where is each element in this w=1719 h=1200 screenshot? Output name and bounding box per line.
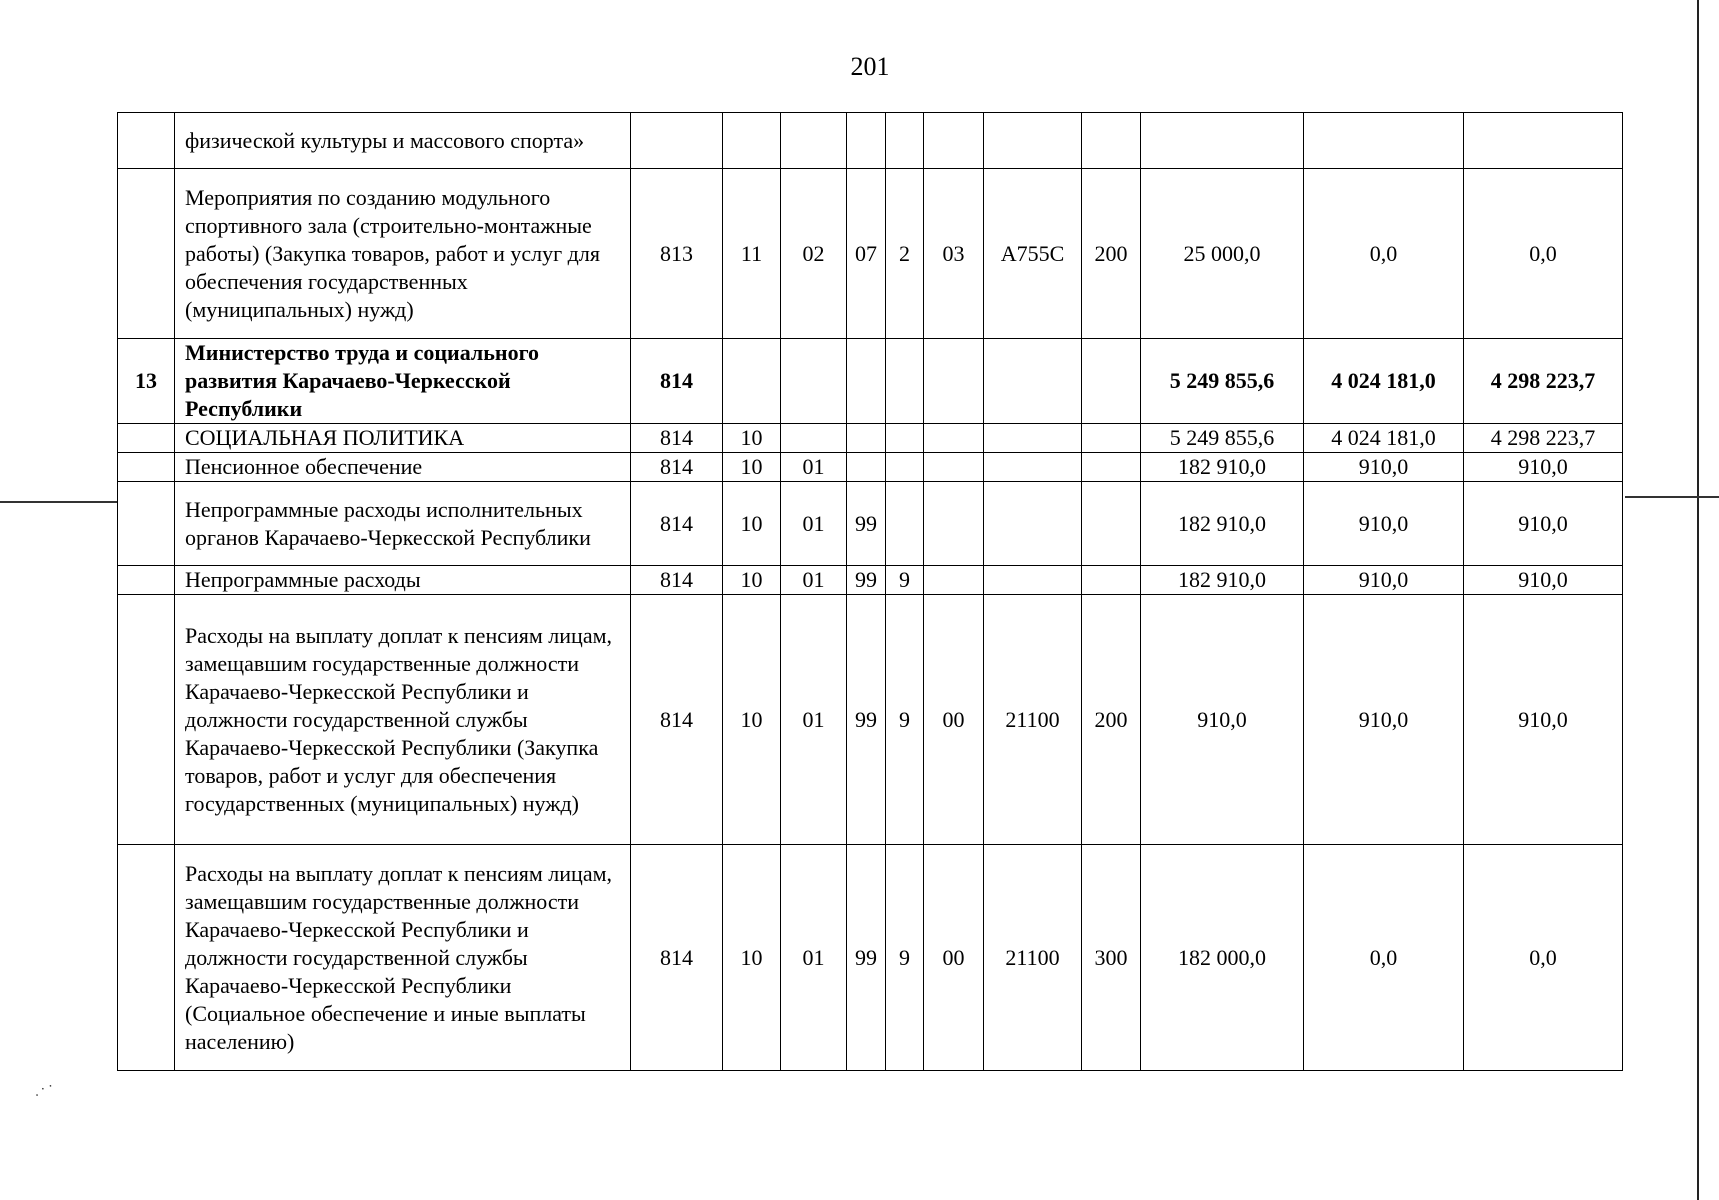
code-cell-10: 910,0 (1464, 482, 1623, 566)
code-cell-7 (1082, 482, 1141, 566)
row-name-cell: Расходы на выплату доплат к пенсиям лицам, замещавшим государственные должности Карачаево-Черкесской Республики и должности государственной службы Карачаево-Черкесской Республики (Закупка товаров, работ и услуг для обеспечения государственных (муниципальных) нужд) (175, 595, 631, 845)
code-cell-3: 07 (847, 169, 886, 339)
code-cell-9: 910,0 (1304, 566, 1464, 595)
scan-artifact-vertical-line (1697, 0, 1699, 1200)
code-cell-8: 25 000,0 (1141, 169, 1304, 339)
code-cell-5 (924, 424, 984, 453)
code-cell-9: 910,0 (1304, 482, 1464, 566)
code-cell-7: 300 (1082, 845, 1141, 1071)
row-number-cell (118, 169, 175, 339)
code-cell-0: 813 (631, 169, 723, 339)
scan-artifact-dots: . · · (31, 1079, 56, 1100)
code-cell-0: 814 (631, 845, 723, 1071)
code-cell-6 (984, 113, 1082, 169)
code-cell-10: 910,0 (1464, 595, 1623, 845)
code-cell-6 (984, 566, 1082, 595)
code-cell-4 (886, 424, 924, 453)
code-cell-10: 4 298 223,7 (1464, 339, 1623, 424)
code-cell-0: 814 (631, 424, 723, 453)
page-number: 201 (850, 52, 890, 81)
scan-artifact-horizontal-line-right (1625, 496, 1719, 498)
code-cell-9: 910,0 (1304, 595, 1464, 845)
code-cell-2: 01 (781, 453, 847, 482)
row-name-cell: Расходы на выплату доплат к пенсиям лицам, замещавшим государственные должности Карачаево-Черкесской Республики и должности государственной службы Карачаево-Черкесской Республики (Социальное обеспечение и иные выплаты населению) (175, 845, 631, 1071)
table-row (118, 339, 1623, 424)
table-row (118, 424, 1623, 453)
code-cell-9: 0,0 (1304, 169, 1464, 339)
scan-artifact-horizontal-line-left (0, 501, 118, 503)
code-cell-7 (1082, 113, 1141, 169)
code-cell-8: 5 249 855,6 (1141, 424, 1304, 453)
code-cell-1 (723, 113, 781, 169)
code-cell-9: 4 024 181,0 (1304, 424, 1464, 453)
code-cell-2: 01 (781, 566, 847, 595)
code-cell-0: 814 (631, 453, 723, 482)
code-cell-0 (631, 113, 723, 169)
code-cell-9: 4 024 181,0 (1304, 339, 1464, 424)
code-cell-1: 10 (723, 424, 781, 453)
code-cell-8 (1141, 113, 1304, 169)
code-cell-3: 99 (847, 595, 886, 845)
code-cell-3: 99 (847, 566, 886, 595)
code-cell-4: 9 (886, 566, 924, 595)
code-cell-10: 910,0 (1464, 566, 1623, 595)
code-cell-1: 10 (723, 482, 781, 566)
row-number-cell (118, 453, 175, 482)
row-number-cell (118, 482, 175, 566)
code-cell-0: 814 (631, 482, 723, 566)
row-number-cell: 13 (118, 339, 175, 424)
code-cell-8: 182 910,0 (1141, 482, 1304, 566)
row-name-cell: Мероприятия по созданию модульного спортивного зала (строительно-монтажные работы) (Закупка товаров, работ и услуг для обеспечения государственных (муниципальных) нужд) (175, 169, 631, 339)
code-cell-5 (924, 453, 984, 482)
code-cell-8: 182 910,0 (1141, 453, 1304, 482)
code-cell-10: 4 298 223,7 (1464, 424, 1623, 453)
code-cell-10: 0,0 (1464, 169, 1623, 339)
code-cell-6 (984, 424, 1082, 453)
table-row (118, 845, 1623, 1071)
code-cell-0: 814 (631, 339, 723, 424)
row-number-cell (118, 113, 175, 169)
code-cell-7 (1082, 339, 1141, 424)
code-cell-3 (847, 339, 886, 424)
code-cell-9: 910,0 (1304, 453, 1464, 482)
table-row (118, 113, 1623, 169)
table-row (118, 169, 1623, 339)
row-name-cell: Непрограммные расходы исполнительных органов Карачаево-Черкесской Республики (175, 482, 631, 566)
code-cell-1: 10 (723, 566, 781, 595)
code-cell-5: 00 (924, 595, 984, 845)
row-name-cell: Пенсионное обеспечение (175, 453, 631, 482)
code-cell-3: 99 (847, 482, 886, 566)
code-cell-4 (886, 482, 924, 566)
code-cell-1: 10 (723, 595, 781, 845)
code-cell-7: 200 (1082, 169, 1141, 339)
code-cell-8: 182 910,0 (1141, 566, 1304, 595)
code-cell-5 (924, 339, 984, 424)
code-cell-5 (924, 482, 984, 566)
code-cell-4: 9 (886, 595, 924, 845)
code-cell-6: 21100 (984, 595, 1082, 845)
code-cell-4 (886, 113, 924, 169)
table-body (118, 113, 1623, 1071)
code-cell-5 (924, 566, 984, 595)
code-cell-2 (781, 424, 847, 453)
code-cell-4 (886, 453, 924, 482)
table-row (118, 453, 1623, 482)
code-cell-0: 814 (631, 595, 723, 845)
row-name-cell: Непрограммные расходы (175, 566, 631, 595)
code-cell-7: 200 (1082, 595, 1141, 845)
code-cell-3 (847, 424, 886, 453)
code-cell-8: 910,0 (1141, 595, 1304, 845)
code-cell-3: 99 (847, 845, 886, 1071)
code-cell-6: А755С (984, 169, 1082, 339)
code-cell-7 (1082, 453, 1141, 482)
code-cell-10 (1464, 113, 1623, 169)
code-cell-4 (886, 339, 924, 424)
code-cell-2 (781, 339, 847, 424)
code-cell-2: 01 (781, 482, 847, 566)
code-cell-1: 11 (723, 169, 781, 339)
code-cell-10: 910,0 (1464, 453, 1623, 482)
code-cell-5: 03 (924, 169, 984, 339)
code-cell-3 (847, 453, 886, 482)
code-cell-6 (984, 482, 1082, 566)
code-cell-9 (1304, 113, 1464, 169)
table-row (118, 482, 1623, 566)
row-name-cell: физической культуры и массового спорта» (175, 113, 631, 169)
code-cell-1: 10 (723, 845, 781, 1071)
code-cell-1 (723, 339, 781, 424)
code-cell-2 (781, 113, 847, 169)
code-cell-8: 5 249 855,6 (1141, 339, 1304, 424)
table-row (118, 566, 1623, 595)
code-cell-6 (984, 339, 1082, 424)
code-cell-5: 00 (924, 845, 984, 1071)
code-cell-2: 01 (781, 845, 847, 1071)
code-cell-3 (847, 113, 886, 169)
code-cell-6: 21100 (984, 845, 1082, 1071)
table-row (118, 595, 1623, 845)
row-name-cell: Министерство труда и социального развития Карачаево-Черкесской Республики (175, 339, 631, 424)
code-cell-8: 182 000,0 (1141, 845, 1304, 1071)
code-cell-9: 0,0 (1304, 845, 1464, 1071)
row-number-cell (118, 845, 175, 1071)
row-number-cell (118, 424, 175, 453)
code-cell-0: 814 (631, 566, 723, 595)
code-cell-10: 0,0 (1464, 845, 1623, 1071)
code-cell-4: 2 (886, 169, 924, 339)
code-cell-6 (984, 453, 1082, 482)
code-cell-4: 9 (886, 845, 924, 1071)
code-cell-5 (924, 113, 984, 169)
code-cell-2: 01 (781, 595, 847, 845)
code-cell-1: 10 (723, 453, 781, 482)
row-number-cell (118, 566, 175, 595)
code-cell-7 (1082, 424, 1141, 453)
row-number-cell (118, 595, 175, 845)
row-name-cell: СОЦИАЛЬНАЯ ПОЛИТИКА (175, 424, 631, 453)
code-cell-2: 02 (781, 169, 847, 339)
budget-table (117, 112, 1623, 1071)
code-cell-7 (1082, 566, 1141, 595)
